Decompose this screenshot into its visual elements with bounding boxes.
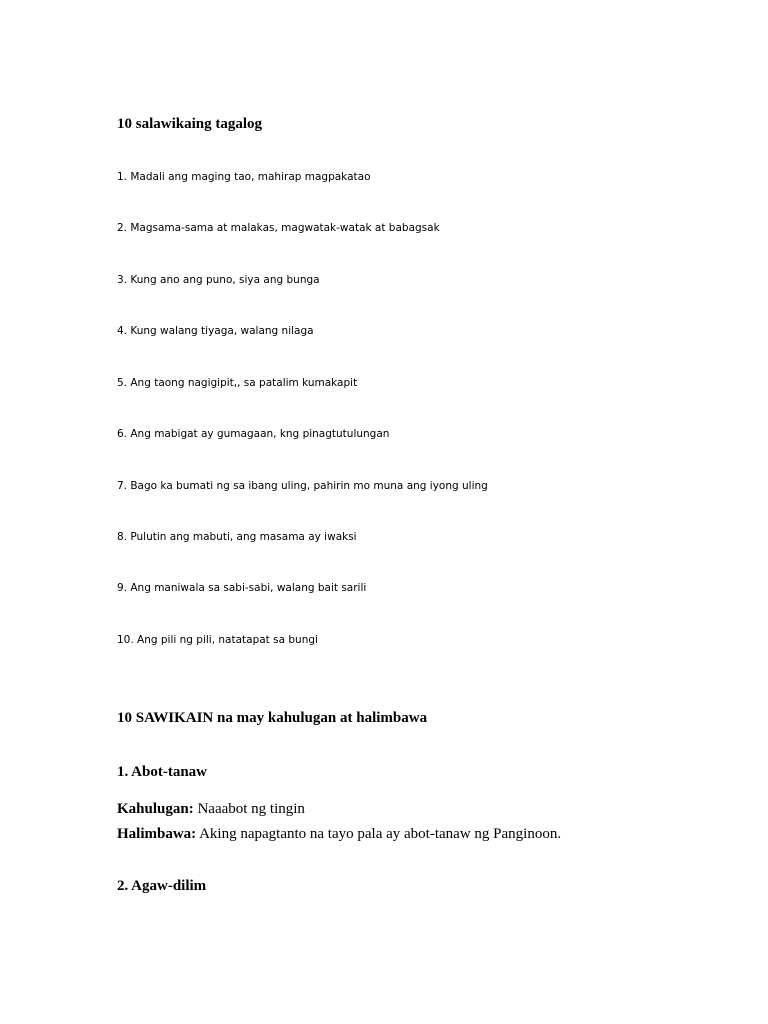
meaning-line-1 <box>117 801 305 818</box>
salawikain-heading: 10 salawikaing tagalog <box>117 116 263 132</box>
meaning-text: Naaabot ng tingin <box>193 801 305 817</box>
example-line-1 <box>117 826 561 843</box>
proverb-item-7: 7. Bago ka bumati ng sa ibang uling, pahirin mo muna ang iyong uling <box>117 480 488 492</box>
meaning-label: Kahulugan: <box>117 801 194 817</box>
proverb-item-5: 5. Ang taong nagigipit,, sa patalim kumakapit <box>117 377 358 389</box>
proverb-item-8: 8. Pulutin ang mabuti, ang masama ay iwaksi <box>117 531 357 543</box>
example-text: Aking napagtanto na tayo pala ay abot-tanaw ng Panginoon. <box>196 826 562 842</box>
proverb-item-6: 6. Ang mabigat ay gumagaan, kng pinagtutulungan <box>117 428 390 440</box>
proverb-item-4: 4. Kung walang tiyaga, walang nilaga <box>117 325 314 337</box>
proverb-item-2: 2. Magsama-sama at malakas, magwatak-watak at babagsak <box>117 222 440 234</box>
sawikain-heading: 10 SAWIKAIN na may kahulugan at halimbawa <box>117 710 428 726</box>
example-label: Halimbawa: <box>117 826 197 842</box>
proverb-item-1: 1. Madali ang maging tao, mahirap magpakatao <box>117 171 371 183</box>
proverb-item-9: 9. Ang maniwala sa sabi-sabi, walang bait sarili <box>117 582 367 594</box>
proverb-item-3: 3. Kung ano ang puno, siya ang bunga <box>117 274 320 286</box>
proverb-item-10: 10. Ang pili ng pili, natatapat sa bungi <box>117 634 318 646</box>
sawikain-term-2: 2. Agaw-dilim <box>117 878 207 894</box>
sawikain-term-1: 1. Abot-tanaw <box>117 764 208 780</box>
